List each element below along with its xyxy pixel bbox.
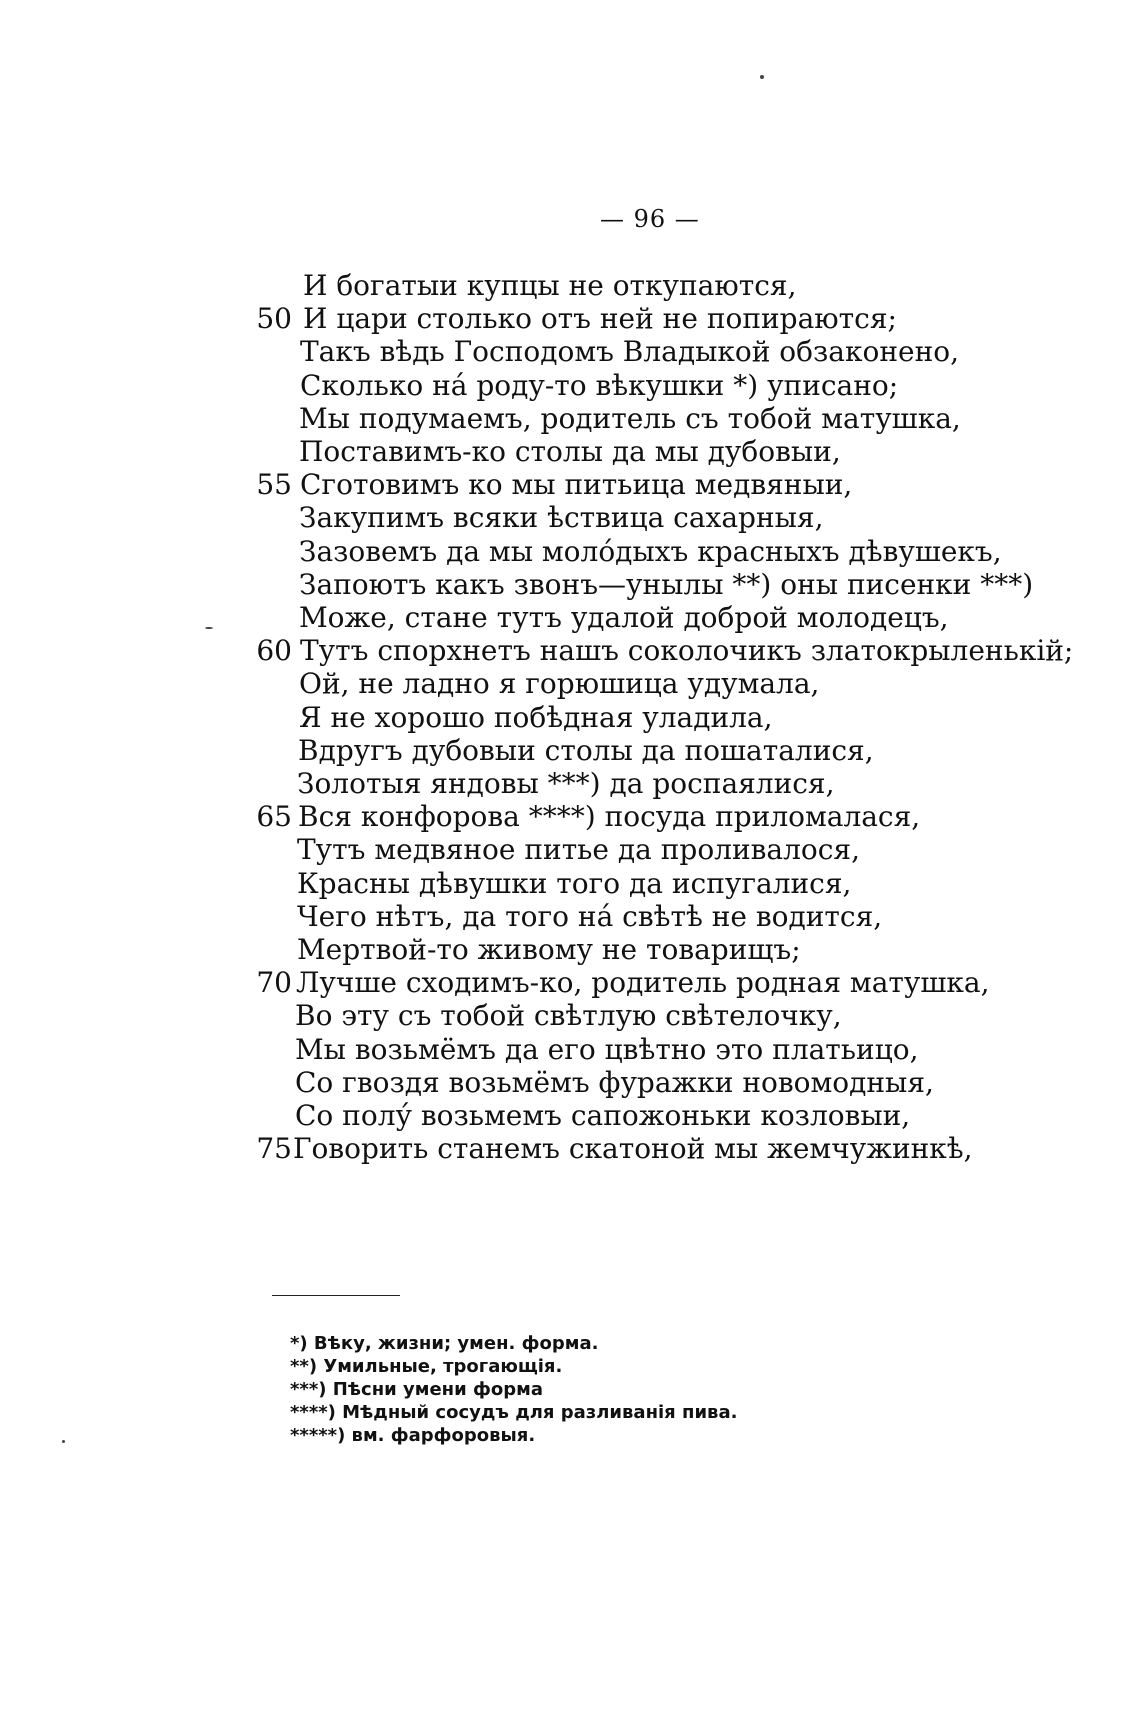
- verse-text: Лучше сходимъ-ко, родитель родная матушка,: [296, 966, 990, 1000]
- footnote: *) Вѣку, жизни; умен. форма.: [290, 1333, 599, 1354]
- verse-text: Тутъ медвяное питье да проливалося,: [297, 833, 860, 867]
- verse-text: Красны дѣвушки того да испугалися,: [297, 866, 852, 900]
- verse-text: Сколько на́ роду-то вѣкушки *) уписано;: [300, 368, 899, 402]
- line-number: 55: [256, 468, 292, 502]
- verse-text: Я не хорошо побѣдная уладила,: [299, 700, 773, 734]
- verse-text: Ой, не ладно я горюшица удумала,: [299, 667, 820, 701]
- speck: [760, 75, 764, 79]
- line-number: 75: [256, 1132, 292, 1166]
- verse-text: Поставимъ-ко столы да мы дубовыи,: [299, 435, 841, 468]
- verse-text: И богатыи купцы не откупаются,: [303, 269, 797, 302]
- footnote: ***) Пѣсни умени форма: [290, 1379, 543, 1400]
- line-number: 70: [256, 966, 292, 1000]
- verse-text: Зазовемъ да мы молóдыхъ красныхъ дѣвушекъ,: [299, 534, 1002, 568]
- speck: [205, 627, 213, 629]
- footnote: ****) Мѣдный сосудъ для разливанія пива.: [290, 1402, 738, 1423]
- verse-text: Мы возьмёмъ да его цвѣтно это платьицо,: [295, 1032, 919, 1066]
- page-number: — 96 —: [600, 205, 700, 233]
- footnote: *****) вм. фарфоровыя.: [290, 1425, 536, 1446]
- verse-text: Со гвоздя возьмёмъ фуражки новомодныя,: [295, 1065, 934, 1099]
- verse-text: Запоютъ какъ звонъ—унылы **) оны писенки ***): [299, 567, 1034, 601]
- line-number: 50: [256, 302, 292, 336]
- verse-text: Такъ вѣдь Господомъ Владыкой обзаконено,: [300, 335, 959, 369]
- verse-text: Золотыя яндовы ***) да роспаялися,: [297, 767, 835, 800]
- verse-text: Говорить станемъ скатоной мы жемчужинкѣ,: [293, 1132, 973, 1166]
- verse-text: Чего нѣтъ, да того на́ свѣтѣ не водится,: [297, 899, 883, 933]
- line-number: 60: [256, 634, 292, 668]
- verse-text: Со полу́ возьмемъ сапожоньки козловыи,: [295, 1099, 911, 1132]
- verse-text: Мы подумаемъ, родитель съ тобой матушка,: [299, 401, 961, 435]
- verse-text: Вся конфорова ****) посуда приломалася,: [298, 800, 921, 834]
- footnote: **) Умильные, трогающія.: [290, 1356, 563, 1377]
- verse-text: Тутъ спорхнетъ нашъ соколочикъ златокрыленькій;: [300, 634, 1074, 668]
- verse-text: Сготовимъ ко мы питьица медвяныи,: [300, 468, 853, 502]
- verse-text: Вдругъ дубовыи столы да пошаталися,: [298, 733, 874, 767]
- verse-text: И цари столько отъ ней не попираются;: [303, 302, 897, 336]
- verse-text: Мертвой-то живому не товарищъ;: [297, 933, 801, 966]
- speck: [62, 1440, 65, 1443]
- footnote-rule: [272, 1295, 400, 1296]
- verse-text: Во эту съ тобой свѣтлую свѣтелочку,: [295, 999, 842, 1033]
- verse-text: Закупимъ всяки ѣствица сахарныя,: [299, 501, 824, 535]
- line-number: 65: [256, 800, 292, 834]
- verse-text: Може, стане тутъ удалой доброй молодецъ,: [299, 601, 949, 634]
